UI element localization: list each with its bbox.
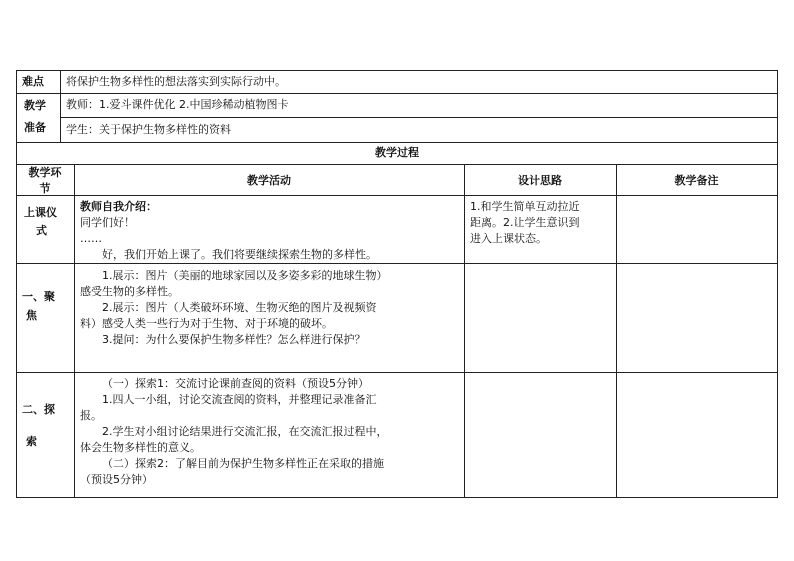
process-title: 教学过程 xyxy=(375,146,419,159)
activity-3-p7: （预设5分钟） xyxy=(80,473,153,486)
activity-2-p1: 1.展示：图片（美丽的地球家园以及多姿多彩的地球生物） xyxy=(102,269,388,282)
design-1-p3: 进入上课状态。 xyxy=(470,232,547,245)
difficulty-content: 将保护生物多样性的想法落实到实际行动中。 xyxy=(66,75,286,88)
difficulty-label: 难点 xyxy=(22,75,44,88)
header-stage-line1: 教学环 xyxy=(28,166,62,179)
stage-2-line2: 焦 xyxy=(26,309,37,322)
lesson-plan-table xyxy=(16,70,778,498)
header-notes: 教学备注 xyxy=(674,174,719,187)
section-1-activity xyxy=(80,199,377,263)
stage-1-line1: 上课仪 xyxy=(24,206,57,219)
activity-3-p3: 报。 xyxy=(80,409,102,422)
preparation-teacher: 教师：1.爱斗课件优化 2.中国珍稀动植物图卡 xyxy=(66,98,289,111)
design-1-p1: 1.和学生简单互动拉近 xyxy=(470,200,580,213)
stage-3-line2: 索 xyxy=(26,435,37,448)
preparation-student: 学生：关于保护生物多样性的资料 xyxy=(66,123,231,136)
activity-2-p4: 料）感受人类一些行为对于生物、对于环境的破坏。 xyxy=(80,317,333,330)
activity-3-p6: （二）探索2：了解目前为保护生物多样性正在采取的措施 xyxy=(102,457,384,470)
activity-3-p4: 2.学生对小组讨论结果进行交流汇报，在交流汇报过程中， xyxy=(102,425,388,438)
activity-2-p5: 3.提问：为什么要保护生物多样性？怎么样进行保护？ xyxy=(102,333,366,346)
stage-3-line1: 二、探 xyxy=(22,403,55,416)
header-activity: 教学活动 xyxy=(247,174,291,187)
activity-1-p4: 好，我们开始上课了。我们将要继续探索生物的多样性。 xyxy=(102,248,377,261)
activity-1-p3: …… xyxy=(80,232,102,245)
activity-1-p2: 同学们好！ xyxy=(80,216,135,229)
activity-3-p5: 体会生物多样性的意义。 xyxy=(80,441,201,454)
preparation-label-line1: 教学 xyxy=(24,99,46,112)
section-1-design xyxy=(470,199,580,247)
activity-2-p3: 2.展示：图片（人类破坏环境、生物灭绝的图片及视频资 xyxy=(102,301,377,314)
section-2-activity xyxy=(80,268,388,348)
preparation-label-line2: 准备 xyxy=(24,121,46,134)
activity-1-p1: 教师自我介绍： xyxy=(80,200,157,213)
activity-3-p1: （一）探索1：交流讨论课前查阅的资料（预设5分钟） xyxy=(102,377,369,390)
section-3-activity xyxy=(80,376,388,488)
header-design: 设计思路 xyxy=(518,174,562,187)
stage-2-line1: 一、聚 xyxy=(22,290,55,303)
header-stage-line2: 节 xyxy=(39,182,51,195)
design-1-p2: 距离。2.让学生意识到 xyxy=(470,216,580,229)
stage-1-line2: 式 xyxy=(36,224,47,237)
activity-3-p2: 1.四人一小组，讨论交流查阅的资料，并整理记录准备汇 xyxy=(102,393,377,406)
activity-2-p2: 感受生物的多样性。 xyxy=(80,285,179,298)
